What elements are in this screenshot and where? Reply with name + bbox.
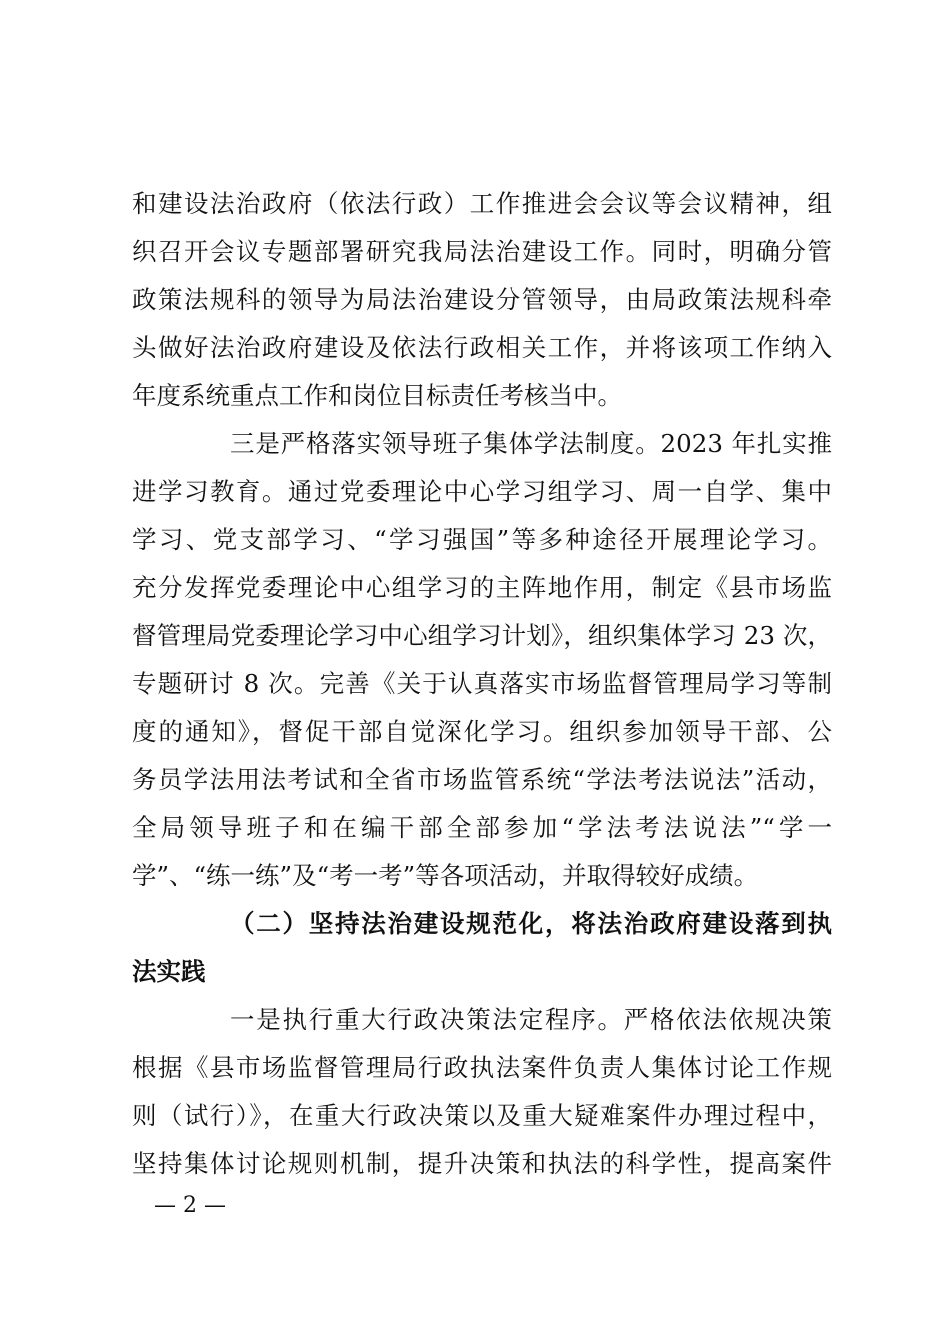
paragraph-study-system	[132, 420, 832, 900]
text-line: 坚持集体讨论规则机制，提升决策和执法的科学性，提高案件	[132, 1149, 832, 1178]
paragraph-continuation	[132, 180, 832, 420]
paragraph-decision-procedure	[132, 996, 832, 1188]
text-line: 专题研讨 8 次。完善《关于认真落实市场监督管理局学习等制	[132, 669, 832, 698]
text-line: 度的通知》，督促干部自觉深化学习。组织参加领导干部、公	[132, 717, 832, 746]
document-body	[132, 180, 832, 1188]
text-line: 根据《县市场监督管理局行政执法案件负责人集体讨论工作规	[132, 1053, 832, 1082]
text-line: 则（试行）》，在重大行政决策以及重大疑难案件办理过程中，	[132, 1101, 832, 1130]
section-heading	[132, 900, 832, 996]
text-line: 政策法规科的领导为局法治建设分管领导，由局政策法规科牵	[132, 285, 832, 314]
text-line: 学习、党支部学习、“学习强国”等多种途径开展理论学习。	[132, 525, 832, 554]
text-line: 和建设法治政府（依法行政）工作推进会会议等会议精神，组	[132, 189, 832, 218]
text-line: 一是执行重大行政决策法定程序。严格依法依规决策	[230, 1005, 832, 1034]
text-line: 充分发挥党委理论中心组学习的主阵地作用，制定《县市场监	[132, 573, 832, 602]
text-line: 进学习教育。通过党委理论中心学习组学习、周一自学、集中	[132, 477, 832, 506]
text-line: 织召开会议专题部署研究我局法治建设工作。同时，明确分管	[132, 237, 832, 266]
text-line: 头做好法治政府建设及依法行政相关工作，并将该项工作纳入	[132, 333, 832, 362]
heading-line: （二）坚持法治建设规范化，将法治政府建设落到执	[230, 909, 832, 938]
text-line: 全局领导班子和在编干部全部参加“学法考法说法”“学一	[132, 813, 832, 842]
text-line: 学”、“练一练”及“考一考”等各项活动，并取得较好成绩。	[132, 861, 759, 890]
page-number: — 2 —	[154, 1193, 226, 1218]
heading-line: 法实践	[132, 957, 206, 986]
text-line: 年度系统重点工作和岗位目标责任考核当中。	[132, 381, 622, 410]
text-line: 三是严格落实领导班子集体学法制度。2023 年扎实推	[230, 429, 832, 458]
text-line: 督管理局党委理论学习中心组学习计划》，组织集体学习 23 次，	[132, 621, 832, 650]
text-line: 务员学法用法考试和全省市场监管系统“学法考法说法”活动，	[132, 765, 832, 794]
